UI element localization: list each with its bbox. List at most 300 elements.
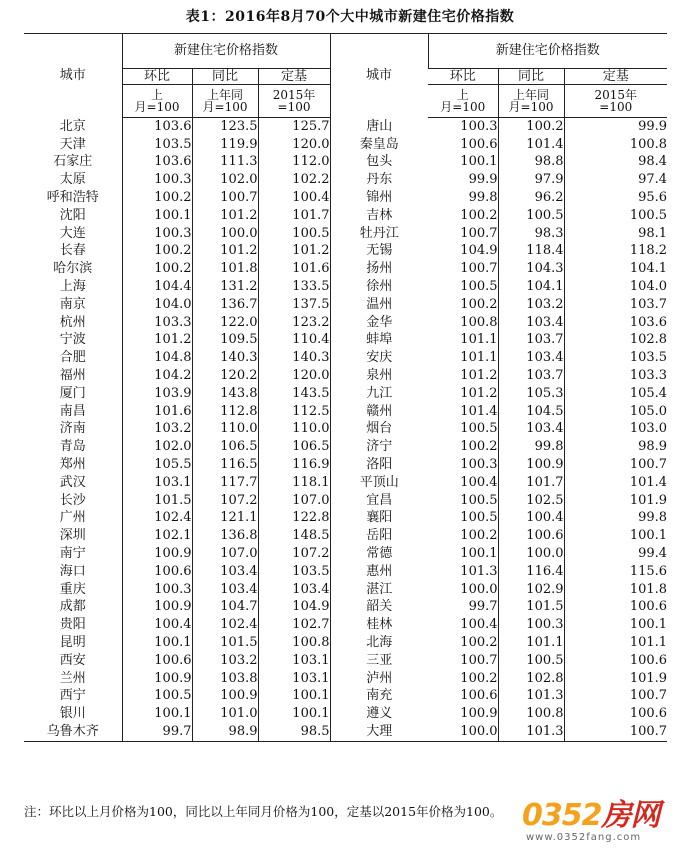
- base-value: 112.0: [258, 154, 330, 172]
- yoy-value-right: 100.8: [498, 705, 564, 723]
- base-value: 100.4: [258, 189, 330, 207]
- city-name-right: 金华: [330, 314, 428, 332]
- table-row: [24, 438, 667, 456]
- mom-value: 100.6: [122, 563, 192, 581]
- mom-value-right: 101.2: [460, 385, 498, 401]
- table-row: [24, 563, 667, 581]
- mom-value: 103.5: [122, 136, 192, 154]
- base-value-right: 103.5: [564, 349, 667, 367]
- base-value-right: 100.7: [564, 456, 667, 474]
- city-name: 银川: [59, 706, 86, 722]
- table-row: [24, 545, 667, 563]
- group-header-right: 新建住宅价格指数: [428, 34, 667, 69]
- city-name-right: 赣州: [330, 403, 428, 421]
- mom-value: 100.6: [122, 652, 192, 670]
- base-value: 106.5: [258, 438, 330, 456]
- table-row: [24, 581, 667, 599]
- base-value-right: 98.9: [564, 438, 667, 456]
- base-value-right: 103.6: [564, 314, 667, 332]
- city-name: 南京: [59, 296, 86, 312]
- base-value-right: 115.6: [564, 563, 667, 581]
- mom-value-right: 100.3: [460, 457, 498, 473]
- yoy-value: 100.9: [192, 688, 258, 706]
- yoy-value-right: 102.5: [498, 492, 564, 510]
- mom-value: 101.2: [122, 332, 192, 350]
- city-name-right: 唐山: [330, 118, 428, 136]
- yoy-value: 122.0: [192, 314, 258, 332]
- yoy-value-right: 100.9: [498, 456, 564, 474]
- city-name-right: 扬州: [330, 260, 428, 278]
- base-value-right: 103.3: [564, 367, 667, 385]
- yoy-value: 136.7: [192, 296, 258, 314]
- city-name-right: 惠州: [330, 563, 428, 581]
- yoy-unit-line1: 上年同: [206, 88, 243, 102]
- mom-value-right: 100.2: [460, 439, 498, 455]
- mom-value: 104.2: [122, 367, 192, 385]
- mom-value-right: 100.2: [460, 528, 498, 544]
- yoy-value-right: 100.0: [498, 545, 564, 563]
- table-row: [24, 688, 667, 706]
- mom-value: 103.9: [122, 385, 192, 403]
- table-row: [24, 705, 667, 723]
- mom-value-right: 104.9: [460, 243, 498, 259]
- base-unit: [258, 85, 330, 118]
- base-value: 148.5: [258, 527, 330, 545]
- mom-unit-right: [428, 85, 498, 118]
- city-name: 贵阳: [59, 617, 86, 633]
- mom-value-right: 100.0: [428, 723, 498, 741]
- table-row: [24, 616, 667, 634]
- mom-value: 100.3: [122, 171, 192, 189]
- base-unit-line1: 2015年: [594, 88, 638, 102]
- city-name: 北京: [59, 118, 86, 134]
- mom-value: 104.0: [122, 296, 192, 314]
- base-value-right: 101.4: [564, 474, 667, 492]
- watermark-logo-text: [522, 790, 660, 834]
- city-header: 城市: [24, 34, 122, 118]
- yoy-value: 111.3: [192, 154, 258, 172]
- yoy-value-right: 99.8: [498, 438, 564, 456]
- mom-value-right: 99.9: [468, 172, 498, 188]
- yoy-value-right: 98.8: [498, 154, 564, 172]
- table-row: [24, 403, 667, 421]
- base-value-right: 101.8: [564, 581, 667, 599]
- yoy-value-right: 104.3: [498, 260, 564, 278]
- mom-value: 100.9: [122, 599, 192, 617]
- table-row: [24, 385, 667, 403]
- watermark-logo-word: 房网: [601, 798, 660, 833]
- mom-unit: [122, 85, 192, 118]
- city-name: 合肥: [59, 350, 86, 366]
- yoy-unit-line2: 月=100: [508, 100, 554, 114]
- city-name-right: 湛江: [330, 581, 428, 599]
- city-name-right: 洛阳: [330, 456, 428, 474]
- base-unit-line1: 2015年: [272, 88, 316, 102]
- base-value-right: 118.2: [564, 243, 667, 261]
- mom-value: 100.3: [122, 225, 192, 243]
- city-name-right: 平顶山: [330, 474, 428, 492]
- base-value: 100.1: [258, 688, 330, 706]
- base-value-right: 105.4: [564, 385, 667, 403]
- yoy-value: 112.8: [192, 403, 258, 421]
- mom-value-right: 101.3: [460, 563, 498, 579]
- city-name: 成都: [59, 599, 86, 615]
- table-row: [24, 332, 667, 350]
- table-row: [24, 599, 667, 617]
- city-name-right: 蚌埠: [330, 332, 428, 350]
- group-header-left: 新建住宅价格指数: [122, 34, 330, 69]
- city-name: 武汉: [59, 474, 86, 490]
- mom-value: 100.4: [122, 616, 192, 634]
- mom-value-right: 100.5: [460, 421, 498, 437]
- base-value-right: 95.6: [564, 189, 667, 207]
- base-value-right: 102.8: [564, 332, 667, 350]
- yoy-value: 116.5: [192, 456, 258, 474]
- table-row: [24, 154, 667, 172]
- mom-value-right: 100.2: [460, 670, 498, 686]
- city-name-right: 九江: [330, 385, 428, 403]
- yoy-value: 123.5: [192, 118, 258, 136]
- base-value-right: 104.1: [564, 260, 667, 278]
- base-value: 100.1: [258, 705, 330, 723]
- yoy-value-right: 103.4: [498, 421, 564, 439]
- city-name-right: 常德: [330, 545, 428, 563]
- mom-value: 102.4: [122, 510, 192, 528]
- yoy-value-right: 100.6: [498, 527, 564, 545]
- table-row: [24, 225, 667, 243]
- table-title: 表1：2016年8月70个大中城市新建住宅价格指数: [185, 9, 515, 25]
- city-name: 天津: [59, 136, 86, 152]
- city-name-right: 宜昌: [330, 492, 428, 510]
- yoy-value: 117.7: [192, 474, 258, 492]
- yoy-unit: [192, 85, 258, 118]
- yoy-value: 109.5: [192, 332, 258, 350]
- yoy-value-right: 103.4: [498, 349, 564, 367]
- mom-unit-line2: 月=100: [440, 100, 486, 114]
- yoy-value: 120.2: [192, 367, 258, 385]
- mom-value-right: 100.7: [460, 225, 498, 241]
- city-name-right: 丹东: [330, 171, 428, 189]
- yoy-value: 103.4: [192, 581, 258, 599]
- city-name-right: 秦皇岛: [330, 136, 428, 154]
- mom-value: 104.8: [122, 349, 192, 367]
- mom-value: 102.1: [122, 527, 192, 545]
- table-row: [24, 136, 667, 154]
- base-value-right: 99.8: [564, 510, 667, 528]
- yoy-value: 136.8: [192, 527, 258, 545]
- city-name: 福州: [59, 368, 86, 384]
- city-name-right: 泉州: [330, 367, 428, 385]
- base-value: 104.9: [258, 599, 330, 617]
- base-value-right: 100.7: [564, 723, 667, 741]
- base-value-right: 100.6: [564, 652, 667, 670]
- yoy-value: 102.0: [192, 171, 258, 189]
- mom-value-right: 101.1: [460, 332, 498, 348]
- watermark-url: www.0352fang.com: [526, 832, 642, 843]
- yoy-value: 103.2: [192, 652, 258, 670]
- table-row: [24, 296, 667, 314]
- table-row: [24, 474, 667, 492]
- base-value: 110.4: [258, 332, 330, 350]
- city-name: 海口: [59, 563, 86, 579]
- base-header: 定基: [258, 69, 330, 85]
- mom-value-right: 100.0: [460, 581, 498, 597]
- mom-value-right: 101.1: [460, 350, 498, 366]
- city-name: 宁波: [59, 332, 86, 348]
- city-name: 厦门: [59, 385, 86, 401]
- city-name: 兰州: [59, 670, 86, 686]
- base-value: 98.5: [258, 723, 330, 741]
- base-value-right: 104.0: [564, 278, 667, 296]
- mom-value: 100.2: [122, 260, 192, 278]
- yoy-value-right: 104.5: [498, 403, 564, 421]
- city-name: 西安: [59, 652, 86, 668]
- yoy-value: 101.0: [192, 705, 258, 723]
- base-value-right: 100.1: [564, 527, 667, 545]
- mom-value: 99.7: [122, 723, 192, 741]
- base-value: 120.0: [258, 367, 330, 385]
- yoy-value-right: 101.5: [498, 599, 564, 617]
- mom-value: 100.9: [122, 545, 192, 563]
- base-value: 118.1: [258, 474, 330, 492]
- mom-value-right: 100.5: [460, 492, 498, 508]
- yoy-value: 100.0: [192, 225, 258, 243]
- base-value: 103.4: [258, 581, 330, 599]
- yoy-value-right: 118.4: [498, 243, 564, 261]
- yoy-value: 140.3: [192, 349, 258, 367]
- yoy-value-right: 97.9: [498, 171, 564, 189]
- city-name: 沈阳: [59, 207, 86, 223]
- base-value: 122.8: [258, 510, 330, 528]
- yoy-value: 101.5: [192, 634, 258, 652]
- base-value: 100.8: [258, 634, 330, 652]
- table-row: [24, 723, 667, 741]
- mom-value-right: 100.5: [460, 279, 498, 295]
- city-name-right: 韶关: [330, 599, 428, 617]
- mom-value: 103.6: [122, 118, 192, 136]
- price-index-table: [24, 33, 667, 742]
- base-value: 103.5: [258, 563, 330, 581]
- yoy-value: 131.2: [192, 278, 258, 296]
- yoy-value: 103.8: [192, 670, 258, 688]
- base-value-right: 100.7: [564, 688, 667, 706]
- yoy-value: 119.9: [192, 136, 258, 154]
- table-row: [24, 314, 667, 332]
- mom-value-right: 99.7: [468, 599, 498, 615]
- watermark-logo: [522, 790, 692, 856]
- city-name-right: 吉林: [330, 207, 428, 225]
- yoy-value-right: 104.1: [498, 278, 564, 296]
- city-name-right: 襄阳: [330, 510, 428, 528]
- base-value: 101.6: [258, 260, 330, 278]
- yoy-value-right: 102.9: [498, 581, 564, 599]
- table-row: [24, 367, 667, 385]
- city-name: 郑州: [59, 457, 86, 473]
- mom-value: 101.5: [122, 492, 192, 510]
- base-value: 101.7: [258, 207, 330, 225]
- yoy-unit-line1: 上年同: [513, 88, 550, 102]
- yoy-value: 106.5: [192, 438, 258, 456]
- mom-value: 100.2: [122, 243, 192, 261]
- city-name-right: 锦州: [330, 189, 428, 207]
- mom-value: 100.1: [122, 705, 192, 723]
- city-name: 南昌: [59, 403, 86, 419]
- yoy-value: 107.0: [192, 545, 258, 563]
- base-value: 102.2: [258, 171, 330, 189]
- mom-unit-line2: 月=100: [134, 100, 180, 114]
- yoy-value-right: 101.1: [498, 634, 564, 652]
- city-name: 西宁: [59, 688, 86, 704]
- base-value-right: 103.0: [564, 421, 667, 439]
- mom-value: 103.3: [122, 314, 192, 332]
- base-unit-line2: =100: [277, 100, 311, 114]
- yoy-value: 110.0: [192, 421, 258, 439]
- yoy-value-right: 103.2: [498, 296, 564, 314]
- base-value-right: 98.4: [564, 154, 667, 172]
- mom-value-right: 100.4: [460, 474, 498, 490]
- base-value: 116.9: [258, 456, 330, 474]
- table-row: [24, 421, 667, 439]
- yoy-value-right: 101.7: [498, 474, 564, 492]
- mom-value-right: 100.6: [460, 688, 498, 704]
- mom-value: 100.3: [122, 581, 192, 599]
- watermark-logo-num: 0352: [522, 798, 602, 833]
- base-value-right: 105.0: [564, 403, 667, 421]
- city-name: 南宁: [59, 546, 86, 562]
- mom-value: 104.4: [122, 278, 192, 296]
- yoy-value: 101.8: [192, 260, 258, 278]
- mom-value-right: 100.8: [460, 314, 498, 330]
- mom-value-right: 100.7: [460, 652, 498, 668]
- mom-value-right: 100.1: [460, 154, 498, 170]
- city-name: 昆明: [59, 635, 86, 650]
- table-body: [24, 118, 667, 742]
- mom-value: 102.0: [122, 438, 192, 456]
- yoy-unit-right: [498, 85, 564, 118]
- mom-value: 100.1: [122, 634, 192, 652]
- base-value: 112.5: [258, 403, 330, 421]
- city-name: 杭州: [59, 314, 86, 330]
- table-row: [24, 492, 667, 510]
- yoy-value: 143.8: [192, 385, 258, 403]
- yoy-value-right: 100.3: [498, 616, 564, 634]
- yoy-value-right: 101.3: [498, 688, 564, 706]
- city-name-right: 桂林: [330, 616, 428, 634]
- base-value: 110.0: [258, 421, 330, 439]
- yoy-value: 103.4: [192, 563, 258, 581]
- base-value: 143.5: [258, 385, 330, 403]
- base-value-right: 100.6: [564, 705, 667, 723]
- base-value-right: 97.4: [564, 171, 667, 189]
- city-name: 乌鲁木齐: [24, 723, 122, 741]
- table-row: [24, 670, 667, 688]
- mom-value-right: 100.5: [460, 510, 498, 526]
- footnote: 注：环比以上月价格为100，同比以上年同月价格为100，定基以2015年价格为100。: [24, 804, 503, 819]
- table-row: [24, 510, 667, 528]
- base-value: 123.2: [258, 314, 330, 332]
- mom-header-right: 环比: [428, 69, 498, 85]
- table-row: [24, 171, 667, 189]
- mom-value: 100.5: [122, 688, 192, 706]
- mom-unit-line1: 上: [456, 88, 469, 102]
- city-name-right: 大理: [330, 723, 428, 741]
- base-value-right: 100.1: [564, 616, 667, 634]
- mom-value-right: 100.2: [460, 296, 498, 312]
- city-name: 太原: [59, 172, 86, 188]
- base-value-right: 99.9: [564, 118, 667, 136]
- table-row: [24, 456, 667, 474]
- city-name-right: 南充: [330, 688, 428, 706]
- city-name: 石家庄: [53, 154, 93, 170]
- table-row: [24, 118, 667, 136]
- yoy-value-right: 101.4: [498, 136, 564, 154]
- city-name-right: 牡丹江: [330, 225, 428, 243]
- mom-value-right: 99.8: [468, 190, 498, 206]
- city-name: 济南: [59, 421, 86, 437]
- yoy-value-right: 100.2: [498, 118, 564, 136]
- yoy-value-right: 101.3: [498, 723, 564, 741]
- mom-value-right: 100.4: [460, 617, 498, 633]
- yoy-header: 同比: [192, 69, 258, 85]
- city-name-right: 泸州: [330, 670, 428, 688]
- city-name-right: 徐州: [330, 278, 428, 296]
- yoy-value-right: 100.5: [498, 652, 564, 670]
- city-name-right: 温州: [330, 296, 428, 314]
- mom-value-right: 100.6: [460, 136, 498, 152]
- base-unit-right: [564, 85, 667, 118]
- city-name: 上海: [59, 279, 86, 295]
- base-value: 107.2: [258, 545, 330, 563]
- city-name-right: 济宁: [330, 438, 428, 456]
- yoy-value-right: 105.3: [498, 385, 564, 403]
- yoy-value: 98.9: [192, 723, 258, 741]
- base-value: 137.5: [258, 296, 330, 314]
- yoy-value-right: 100.4: [498, 510, 564, 528]
- mom-value: 100.2: [122, 189, 192, 207]
- yoy-value-right: 103.7: [498, 332, 564, 350]
- city-name: 广州: [59, 510, 86, 526]
- mom-header: 环比: [122, 69, 192, 85]
- base-value-right: 101.1: [564, 634, 667, 652]
- city-name-right: 岳阳: [330, 527, 428, 545]
- table-row: [24, 243, 667, 261]
- table-row: [24, 260, 667, 278]
- yoy-value: 100.7: [192, 189, 258, 207]
- mom-value-right: 100.3: [460, 118, 498, 134]
- yoy-value-right: 102.8: [498, 670, 564, 688]
- yoy-value: 102.4: [192, 616, 258, 634]
- yoy-unit-line2: 月=100: [202, 100, 248, 114]
- city-name: 呼和浩特: [46, 190, 99, 206]
- base-value: 101.2: [258, 243, 330, 261]
- base-value: 120.0: [258, 136, 330, 154]
- yoy-value-right: 96.2: [498, 189, 564, 207]
- mom-value: 105.5: [122, 456, 192, 474]
- mom-value: 103.6: [122, 154, 192, 172]
- city-name-right: 三亚: [330, 652, 428, 670]
- mom-value-right: 100.7: [460, 261, 498, 277]
- base-value: 100.5: [258, 225, 330, 243]
- mom-value-right: 101.4: [460, 403, 498, 419]
- base-value-right: 101.9: [564, 670, 667, 688]
- base-value-right: 98.1: [564, 225, 667, 243]
- base-value: 133.5: [258, 278, 330, 296]
- table-row: [24, 634, 667, 652]
- mom-value-right: 100.2: [460, 635, 498, 650]
- mom-value-right: 100.9: [460, 706, 498, 722]
- base-value: 125.7: [258, 118, 330, 136]
- city-name: 深圳: [59, 528, 86, 544]
